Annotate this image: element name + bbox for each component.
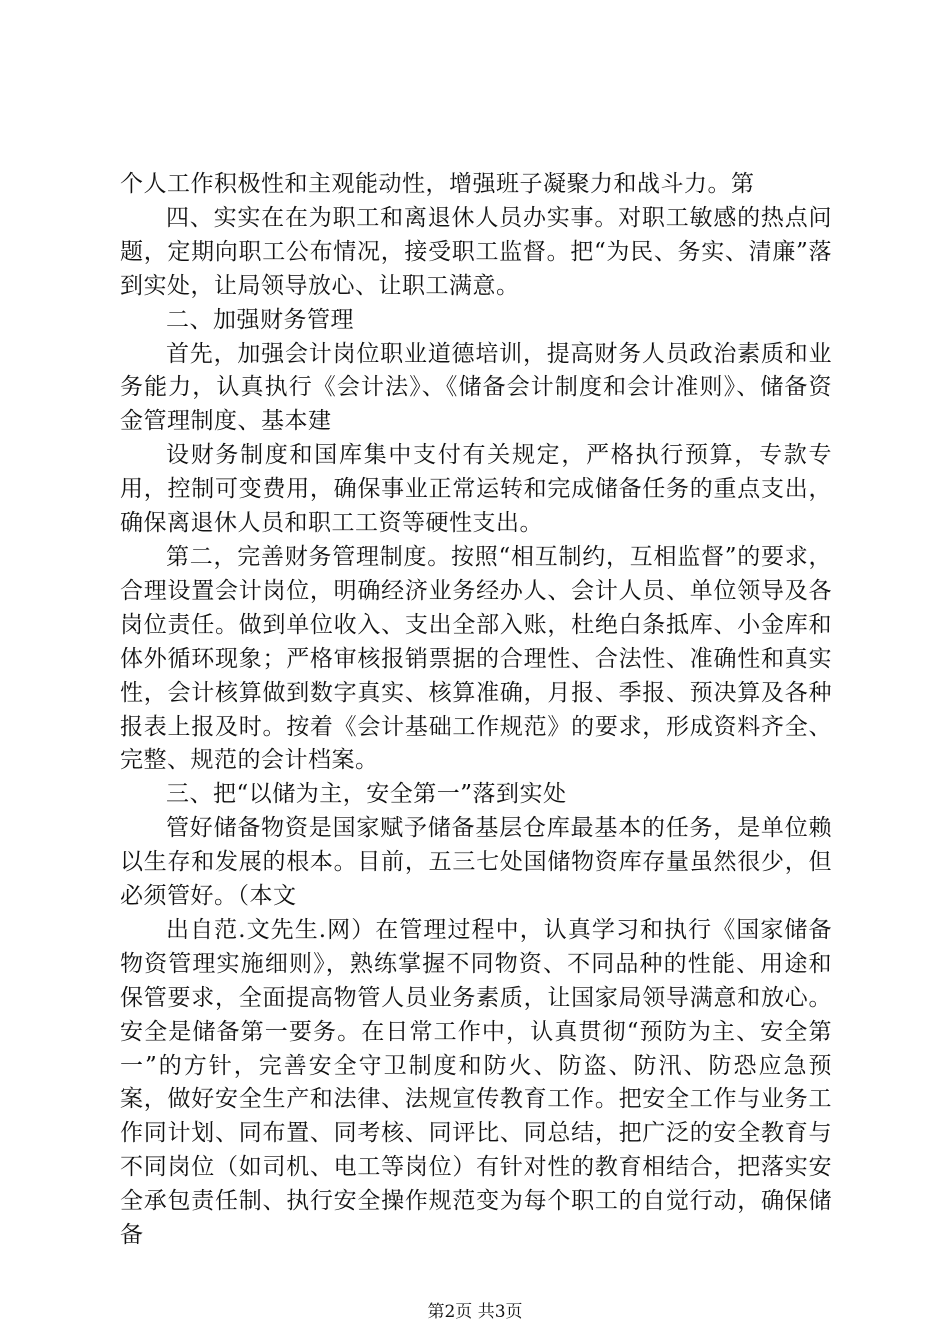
page-footer <box>0 1302 950 1322</box>
paragraph-9: 出自范.文先生.网）在管理过程中，认真学习和执行《国家储备物资管理实施细则》，熟练掌握不同物资、不同品种的性能、用途和保管要求，全面提高物管人员业务素质，让国家局领导满意和放心。安全是储备第一要务。在日常工作中，认真贯彻“预防为主、安全第一”的方针，完善安全守卫制度和防火、防盗、防汛、防恐应急预案，做好安全生产和法律、法规宣传教育工作。把安全工作与业务工作同计划、同布置、同考核、同评比、同总结，把广泛的安全教育与不同岗位（如司机、电工等岗位）有针对性的教育相结合，把落实安全承包责任制、执行安全操作规范变为每个职工的自觉行动，确保储备 <box>120 916 832 1249</box>
page-number-label: 第2页 共3页 <box>427 1302 523 1322</box>
paragraph-6: 第二，完善财务管理制度。按照“相互制约，互相监督”的要求，合理设置会计岗位，明确经济业务经办人、会计人员、单位领导及各岗位责任。做到单位收入、支出全部入账，杜绝白条抵库、小金库和体外循环现象；严格审核报销票据的合理性、合法性、准确性和真实性，会计核算做到数字真实、核算准确，月报、季报、预决算及各种报表上报及时。按着《会计基础工作规范》的要求，形成资料齐全、完整、规范的会计档案。 <box>120 543 832 774</box>
section-heading-finance: 二、加强财务管理 <box>166 306 354 333</box>
paragraph-1: 个人工作积极性和主观能动性，增强班子凝聚力和战斗力。第 <box>120 171 755 197</box>
paragraph-5: 设财务制度和国库集中支付有关规定，严格执行预算，专款专用，控制可变费用，确保事业正常运转和完成储备任务的重点支出，确保离退休人员和职工工资等硬性支出。 <box>120 442 832 537</box>
document-body <box>120 168 832 1253</box>
paragraph-8: 管好储备物资是国家赋予储备基层仓库最基本的任务，是单位赖以生存和发展的根本。目前，五三七处国储物资库存量虽然很少，但必须管好。（本文 <box>120 815 832 910</box>
section-heading-safety: 三、把“以储为主，安全第一”落到实处 <box>166 781 567 808</box>
paragraph-2: 四、实实在在为职工和离退休人员办实事。对职工敏感的热点问题，定期向职工公布情况，接受职工监督。把“为民、务实、清廉”落到实处，让局领导放心、让职工满意。 <box>120 204 832 299</box>
paragraph-4: 首先，加强会计岗位职业道德培训，提高财务人员政治素质和业务能力，认真执行《会计法》、《储备会计制度和会计准则》、储备资金管理制度、基本建 <box>120 340 832 435</box>
